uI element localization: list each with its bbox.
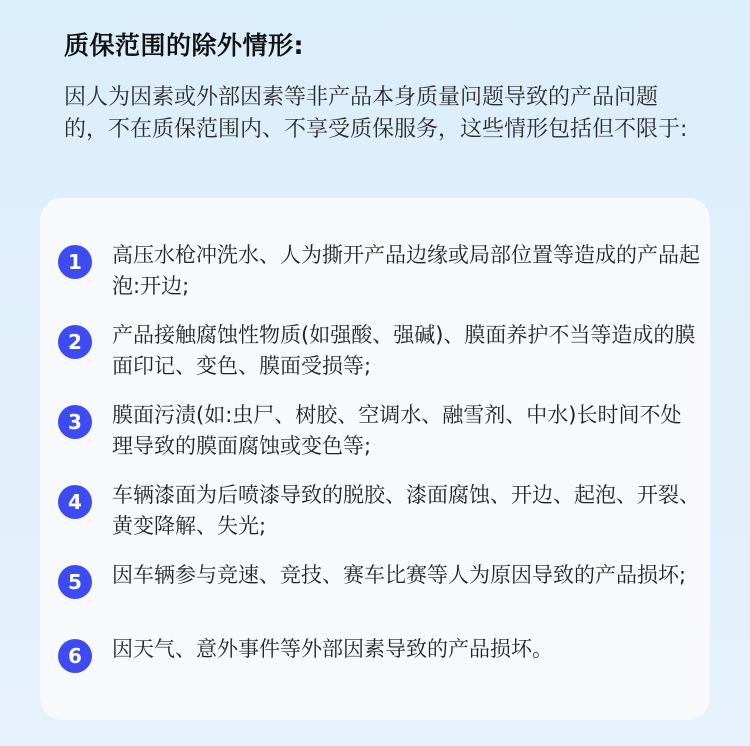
page-heading: 质保范围的除外情形: xyxy=(64,31,304,60)
item-number-badge: 6 xyxy=(58,639,92,673)
item-text: 因天气、意外事件等外部因素导致的产品损坏。 xyxy=(112,637,553,661)
item-number-badge: 1 xyxy=(58,245,92,279)
item-text: 膜面污渍(如:虫尸、树胶、空调水、融雪剂、中水)长时间不处理导致的膜面腐蚀或变色等; xyxy=(112,403,682,458)
item-text: 高压水枪冲洗水、人为撕开产品边缘或局部位置等造成的产品起泡:开边; xyxy=(112,243,700,298)
item-number-badge: 3 xyxy=(58,405,92,439)
intro-paragraph: 因人为因素或外部因素等非产品本身质量问题导致的产品问题的，不在质保范围内、不享受质保服务，这些情形包括但不限于: xyxy=(64,85,688,142)
item-text: 产品接触腐蚀性物质(如强酸、强碱)、膜面养护不当等造成的膜面印记、变色、膜面受损等; xyxy=(112,323,696,378)
exclusions-card xyxy=(40,198,710,720)
item-text: 因车辆参与竞速、竞技、赛车比赛等人为原因导致的产品损坏; xyxy=(112,563,687,587)
item-number-badge: 5 xyxy=(58,565,92,599)
item-number-badge: 2 xyxy=(58,325,92,359)
item-number-badge: 4 xyxy=(58,485,92,519)
item-text: 车辆漆面为后喷漆导致的脱胶、漆面腐蚀、开边、起泡、开裂、黄变降解、失光; xyxy=(112,483,700,538)
